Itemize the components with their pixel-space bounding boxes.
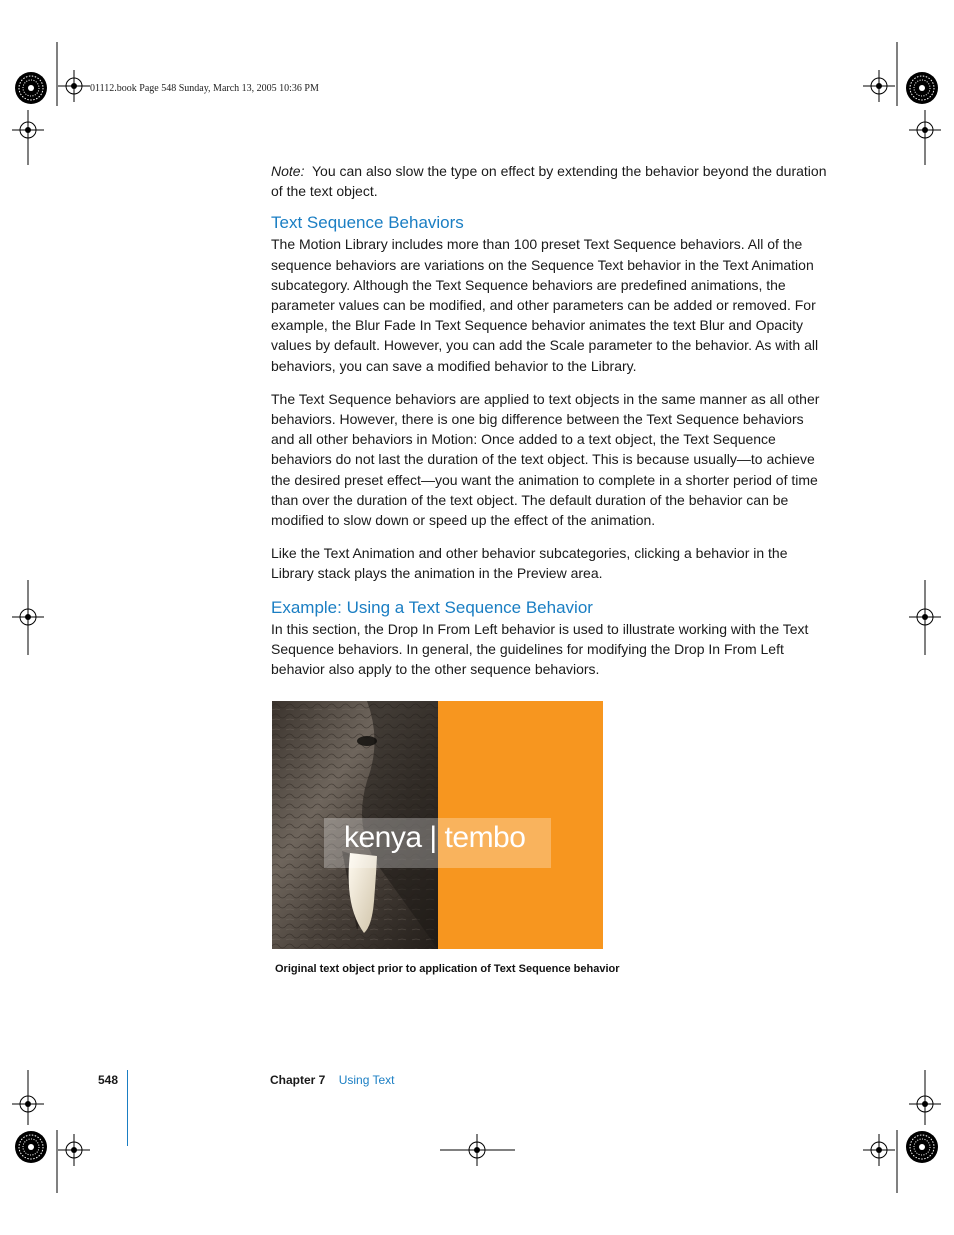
- section-heading-example: Example: Using a Text Sequence Behavior: [271, 597, 593, 617]
- page-content: [271, 161, 827, 679]
- body-paragraph: Like the Text Animation and other behavior subcategories, clicking a behavior in the Library stack plays the animation in the Preview area.: [271, 545, 788, 582]
- body-paragraph: In this section, the Drop In From Left behavior is used to illustrate working with the Text Sequence behaviors. In general, the guidelines for modifying the Drop In From Left behavior also apply to the other sequence behaviors.: [271, 620, 809, 678]
- body-paragraph: The Text Sequence behaviors are applied to text objects in the same manner as all other behaviors. However, there is one big difference between the Text Sequence behaviors and all other behaviors in Motion: Once added to a text object, the Text Sequence behaviors do not last the duration of the text object. This is because usually—to achieve the desired preset effect—you want the animation to complete in a shorter period of time than over the duration of the text object. The default duration of the behavior can be modified to slow down or speed up the effect of the animation.: [271, 390, 820, 529]
- title-separator: |: [429, 821, 437, 854]
- note-label: Note:: [271, 163, 305, 179]
- page-number: 548: [98, 1073, 119, 1087]
- chapter-label: Chapter 7: [270, 1073, 326, 1087]
- title-right: tembo: [444, 821, 526, 854]
- section-heading-text-sequence: Text Sequence Behaviors: [271, 213, 464, 233]
- chapter-footer: [270, 1073, 395, 1087]
- figure-image: [272, 701, 603, 949]
- chapter-title: Using Text: [338, 1073, 395, 1087]
- figure-caption: Original text object prior to application of Text Sequence behavior: [275, 963, 620, 975]
- note-text: You can also slow the type on effect by extending the behavior beyond the duration of the text object.: [271, 163, 827, 200]
- body-paragraph: The Motion Library includes more than 100 preset Text Sequence behaviors. All of the sequence behaviors are variations on the Sequence Text behavior in the Text Animation subcategory. Although the Text Sequence behaviors are predefined animations, the parameter values can be modified, and other parameters can be added or removed. For example, the Blur Fade In Text Sequence behavior animates the text Blur and Opacity values by default. However, you can add the Scale parameter to the behavior. As with all behaviors, you can save a modified behavior to the Library.: [271, 236, 819, 374]
- note-paragraph: [271, 161, 827, 201]
- book-info-header: 01112.book Page 548 Sunday, March 13, 2005 10:36 PM: [90, 83, 319, 94]
- footer-divider: [127, 1070, 128, 1146]
- title-left: kenya: [344, 821, 422, 854]
- figure-title: [344, 821, 525, 855]
